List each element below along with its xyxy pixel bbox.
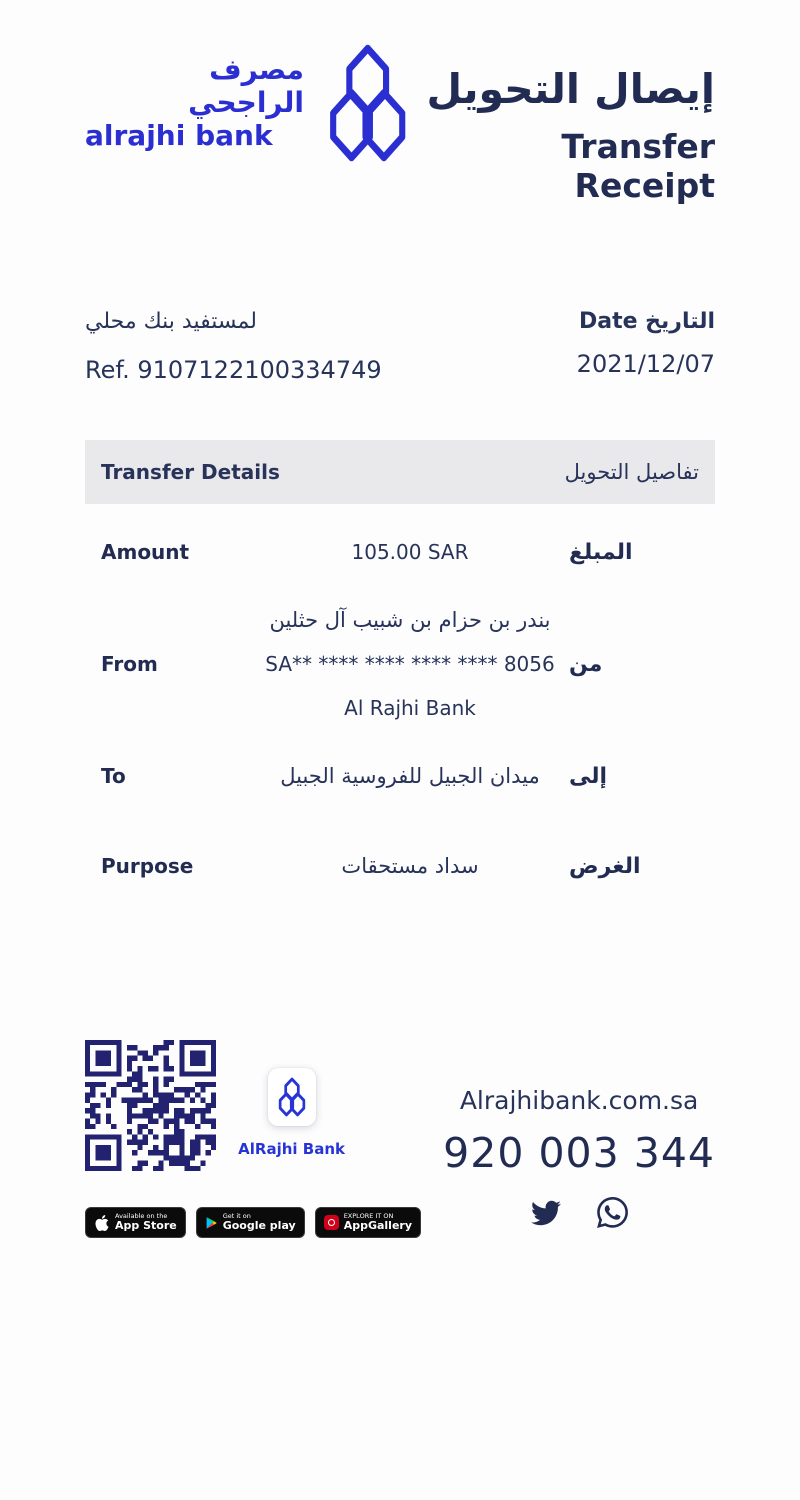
header: [85, 42, 715, 205]
footer-left: [85, 1038, 413, 1238]
footer: [85, 1038, 715, 1238]
amount-label-en: Amount: [101, 540, 190, 565]
receipt-title: [411, 64, 715, 205]
store-badges: [85, 1207, 413, 1238]
appgallery-badge[interactable]: [315, 1207, 421, 1238]
badge-top-text: EXPLORE IT ON: [343, 1212, 394, 1221]
table-row-purpose: [85, 844, 715, 888]
to-label-ar: إلى: [569, 763, 608, 789]
from-bank-name: Al Rajhi Bank: [344, 696, 476, 721]
phone-number: 920 003 344: [443, 1129, 715, 1178]
social-icons: [443, 1197, 715, 1228]
footer-contact: [443, 1086, 715, 1238]
badge-bottom-text: Google play: [222, 1219, 296, 1233]
purpose-value: سداد مستحقات: [341, 854, 479, 879]
badge-top-text: Get it on: [222, 1212, 251, 1221]
date-label: التاريخ Date: [578, 309, 715, 335]
details-header-arabic: تفاصيل التحويل: [564, 460, 699, 485]
reference-number: Ref. 9107122100334749: [85, 356, 382, 385]
meta-left: [85, 309, 382, 384]
purpose-label-ar: الغرض: [569, 853, 641, 879]
from-sender-name: بندر بن حزام بن شبيب آل حثلين: [269, 608, 551, 633]
bank-wordmark: [85, 54, 304, 151]
from-label-en: From: [101, 652, 158, 677]
google-play-icon: [205, 1216, 218, 1230]
purpose-label-en: Purpose: [101, 854, 194, 879]
app-name-label: AlRajhi Bank: [238, 1140, 345, 1159]
whatsapp-icon[interactable]: [597, 1197, 628, 1228]
bank-logo: [85, 42, 411, 164]
app-download-block: [238, 1068, 345, 1158]
to-label-en: To: [101, 764, 126, 789]
to-beneficiary-name: ميدان الجبيل للفروسية الجبيل: [280, 764, 540, 789]
table-row-amount: [85, 530, 715, 574]
receipt-title-arabic: إيصال التحويل: [426, 65, 715, 113]
date-value: 2021/12/07: [576, 350, 715, 379]
badge-bottom-text: AppGallery: [343, 1219, 413, 1233]
transfer-details-section: [85, 440, 715, 888]
details-header-bar: [85, 440, 715, 504]
appgallery-icon: [324, 1215, 339, 1230]
from-label-ar: من: [569, 651, 603, 677]
table-row-from: [85, 598, 715, 730]
app-store-badge[interactable]: [85, 1207, 186, 1238]
amount-value: 105.00 SAR: [351, 540, 469, 565]
qr-code: [85, 1038, 216, 1173]
table-row-to: [85, 754, 715, 798]
apple-icon: [94, 1215, 110, 1231]
details-header-english: Transfer Details: [101, 460, 280, 485]
google-play-badge[interactable]: [196, 1207, 305, 1238]
meta-section: [85, 309, 715, 384]
twitter-icon[interactable]: [531, 1198, 561, 1228]
website-url[interactable]: Alrajhibank.com.sa: [459, 1086, 699, 1116]
bank-name-english: alrajhi bank: [85, 118, 273, 152]
app-icon: [268, 1068, 316, 1126]
badge-top-text: Available on the: [115, 1212, 168, 1221]
alrajhi-palm-emblem-icon: [324, 42, 411, 164]
meta-right: [577, 309, 715, 378]
beneficiary-note: لمستفيد بنك محلي: [85, 309, 257, 335]
alrajhi-palm-emblem-small-icon: [277, 1077, 307, 1117]
amount-label-ar: المبلغ: [569, 539, 633, 565]
badge-bottom-text: App Store: [115, 1219, 177, 1233]
receipt-title-english: Transfer Receipt: [561, 127, 715, 206]
bank-name-arabic: مصرف الراجحي: [188, 53, 304, 119]
from-account-masked: SA** **** **** **** **** 8056: [265, 652, 555, 677]
